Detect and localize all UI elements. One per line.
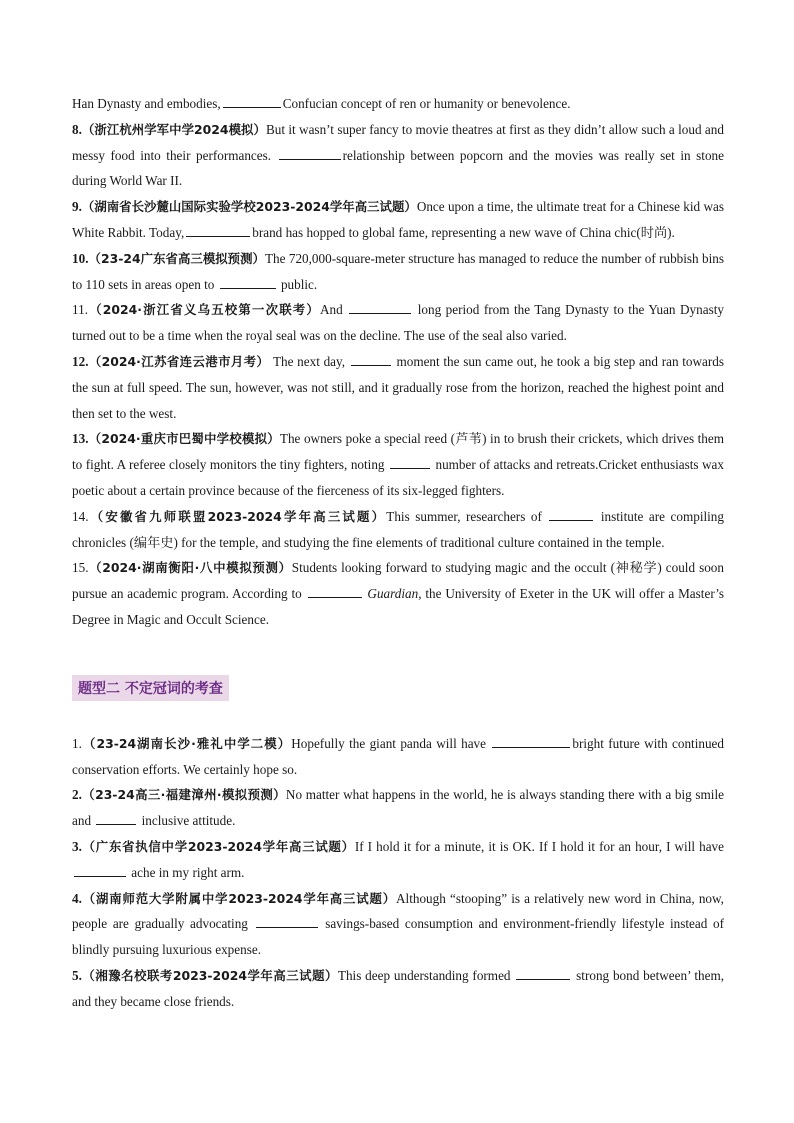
question-number: 1.: [72, 735, 82, 751]
question-text-before-blank: But it wasn’t super fancy to movie theatres at first as they didn’t allow such a loud and messy food into their performances.: [72, 121, 724, 163]
question-source: （23-24湖南长沙·雅礼中学二模）: [81, 735, 292, 751]
question-source: （湘豫名校联考2023-2024学年高三试题）: [81, 967, 338, 983]
article-indefinite-questions: [72, 731, 724, 1015]
question-source: （湖南省长沙麓山国际实验学校2023-2024学年高三试题）: [81, 199, 417, 215]
answer-blank[interactable]: [220, 276, 276, 289]
question-text-before-blank: Once upon a time, the ultimate treat for a Chinese kid was White Rabbit. Today,: [72, 199, 724, 240]
question-source: （2024·湖南衡阳·八中模拟预测）: [88, 560, 292, 576]
question-number: 8.: [72, 121, 82, 137]
question-text-before-blank: The owners poke a special reed (芦苇) in to brush their crickets, which drives them to fight. A referee closely monitors the tiny fighters, noting: [72, 431, 725, 473]
answer-blank[interactable]: [351, 353, 391, 366]
question-text-after-blank: long period from the Tang Dynasty to the Yuan Dynasty turned out to be a time when the royal seal was on the decline. The use of the seal also varied.: [72, 302, 724, 344]
question-text-before-blank: This deep understanding formed: [337, 967, 515, 983]
question-number: 3.: [72, 838, 82, 854]
question-text-after-blank: number of attacks and retreats.Cricket enthusiasts wax poetic about a certain province because of the fierceness of its six-legged fighters.: [72, 457, 724, 498]
question-text-after-blank: inclusive attitude.: [138, 813, 236, 829]
question-source: （湖南师范大学附属中学2023-2024学年高三试题）: [81, 890, 396, 906]
question-text-before-blank: The 720,000-square-meter structure has managed to reduce the number of rubbish bins to 110 sets in areas open to: [72, 250, 724, 292]
question-text-before-blank: If I hold it for a minute, it is OK. If I hold it for an hour, I will have: [354, 838, 724, 854]
question-number: 9.: [72, 199, 82, 215]
question-text-before-blank: And: [320, 302, 348, 318]
italic-title: Guardian: [367, 586, 419, 602]
question-text-after-blank: , the University of Exeter in the UK will offer a Master’s Degree in Magic and Occult Science.: [72, 586, 724, 627]
question-text-before-blank: This summer, researchers of: [386, 508, 548, 524]
question-text-after-blank: institute are compiling chronicles (编年史) for the temple, and studying the fine elements of traditional culture contained in the temple.: [72, 508, 724, 550]
question-number: 13.: [72, 431, 89, 447]
question-7-tail: Han Dynasty and embodies, Confucian concept of ren or humanity or benevolence.: [72, 96, 571, 111]
answer-blank[interactable]: [390, 456, 430, 469]
question-item: [72, 349, 724, 426]
question-text-before-blank: The next day,: [269, 353, 349, 369]
answer-blank[interactable]: [549, 508, 593, 521]
answer-blank[interactable]: [349, 301, 411, 314]
question-item: [72, 504, 724, 556]
question-source: （安徽省九师联盟2023-2024学年高三试题）: [88, 508, 387, 524]
question-item: [72, 297, 724, 349]
question-text-before-blank: No matter what happens in the world, he is always standing there with a big smile and: [72, 787, 724, 829]
question-source: （23-24广东省高三模拟预测）: [88, 250, 265, 266]
question-text-after-blank: bright future with continued conservation efforts. We certainly hope so.: [72, 735, 724, 777]
question-text-after-blank: public.: [277, 276, 318, 292]
question-item: [72, 834, 724, 886]
question-item: [72, 246, 724, 298]
question-number: 15.: [72, 560, 89, 576]
question-text-after-blank: moment the sun came out, he took a big step and ran towards the sun at full speed. The sun, however, was not still, and it gradually rose from the horizon, reached the highest point and then set to the west.: [72, 353, 724, 421]
question-item: [72, 117, 724, 194]
question-text-after-blank: brand has hopped to global fame, representing a new wave of China chic(时尚).: [252, 224, 675, 240]
question-number: 5.: [72, 967, 82, 983]
question-number: 14.: [72, 508, 89, 524]
article-definite-questions: [72, 117, 724, 633]
question-source: （浙江杭州学军中学2024模拟）: [81, 121, 266, 137]
question-number: 12.: [72, 353, 89, 369]
answer-blank[interactable]: [256, 915, 318, 928]
answer-blank[interactable]: [74, 864, 126, 877]
question-source: （23-24高三·福建漳州·模拟预测）: [81, 787, 286, 803]
question-text-before-blank: Students looking forward to studying magic and the occult (神秘学) could soon pursue an academic program. According to: [72, 560, 724, 602]
question-item: [72, 555, 724, 632]
question-source: （2024·浙江省义乌五校第一次联考）: [88, 302, 320, 318]
answer-blank[interactable]: [223, 95, 281, 108]
question-text-after-blank: relationship between popcorn and the movies was really set in stone during World War II.: [72, 147, 724, 189]
section-heading: 题型二 不定冠词的考查: [72, 675, 229, 701]
answer-blank[interactable]: [492, 735, 570, 748]
answer-blank[interactable]: [279, 147, 341, 160]
question-item: [72, 782, 724, 834]
question-item: [72, 426, 724, 503]
question-number: 4.: [72, 890, 82, 906]
question-item: [72, 963, 724, 1015]
question-text-after-blank: ache in my right arm.: [128, 864, 245, 880]
question-text-after-blank: savings-based consumption and environment-friendly lifestyle instead of blindly pursuing luxurious expense.: [72, 916, 724, 958]
question-number: 2.: [72, 787, 82, 803]
answer-blank[interactable]: [516, 967, 570, 980]
question-item: [72, 194, 724, 246]
question-item: [72, 886, 724, 963]
question-text-before-blank: Although “stooping” is a relatively new word in China, now, people are gradually advocating: [72, 890, 724, 932]
answer-blank[interactable]: [308, 585, 362, 598]
question-content: [72, 91, 724, 1015]
question-text-before-blank: Hopefully the giant panda will have: [291, 735, 491, 751]
question-source: （2024·江苏省连云港市月考）: [88, 353, 270, 369]
question-text-after-blank: strong bond between’ them, and they became close friends.: [72, 967, 724, 1009]
question-number: 11.: [72, 302, 88, 318]
question-number: 10.: [72, 250, 89, 266]
question-source: （广东省执信中学2023-2024学年高三试题）: [81, 838, 355, 854]
answer-blank[interactable]: [186, 224, 250, 237]
answer-blank[interactable]: [96, 812, 136, 825]
question-item: [72, 731, 724, 783]
question-source: （2024·重庆市巴蜀中学校模拟）: [88, 431, 280, 447]
